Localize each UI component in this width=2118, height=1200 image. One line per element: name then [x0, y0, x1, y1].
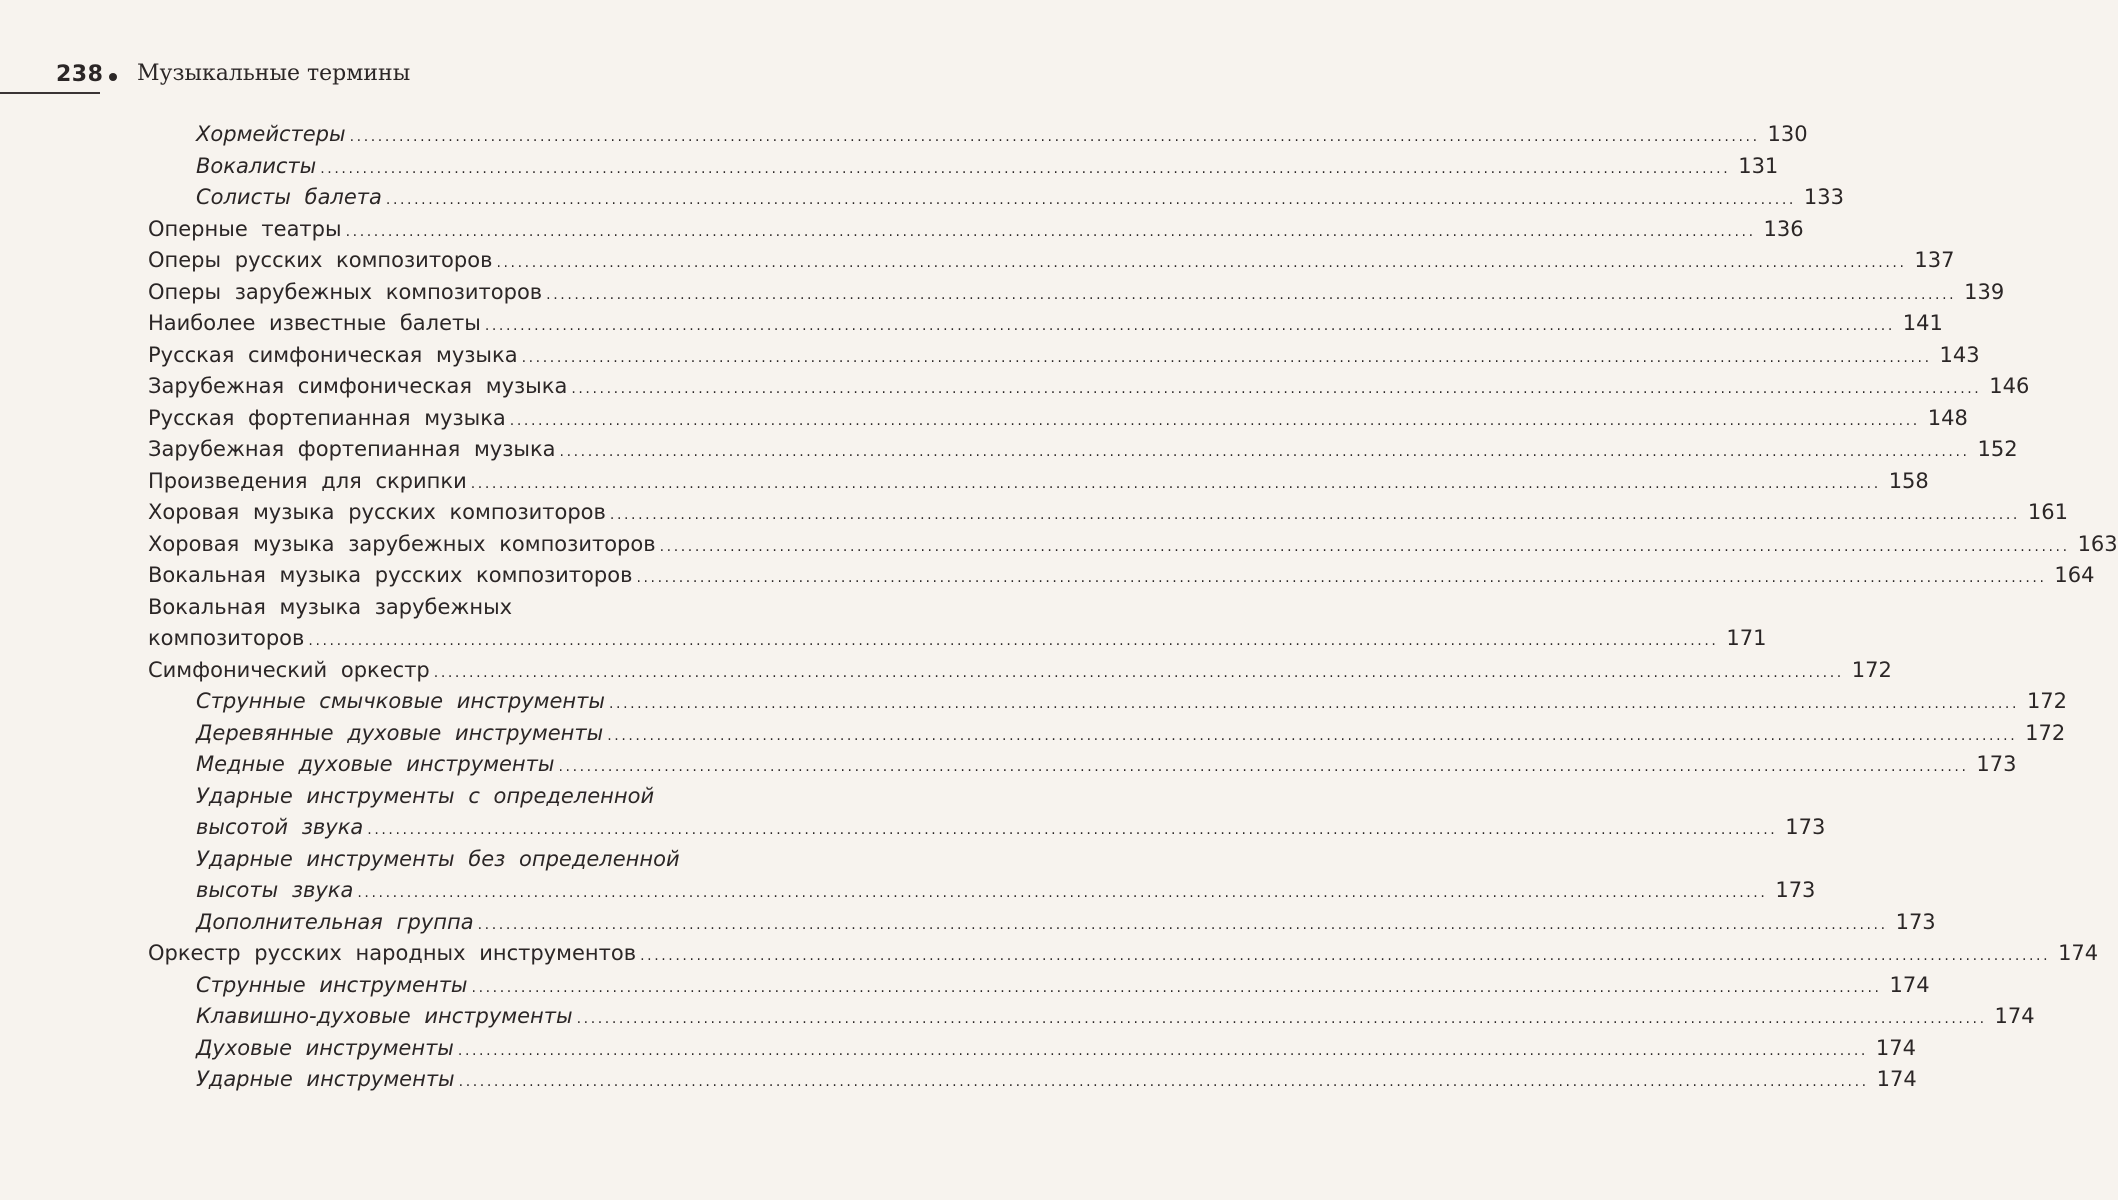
toc-entry-title: Вокальная музыка русских композиторов [148, 563, 633, 587]
toc-page-number: 133 [1803, 185, 1844, 209]
running-header [0, 62, 600, 102]
toc-entry [148, 405, 1968, 436]
toc-page-number: 161 [2027, 500, 2068, 524]
toc-entry [148, 311, 1943, 341]
toc-page-number: 172 [1851, 657, 1892, 682]
toc-page-number: 143 [1939, 342, 1980, 367]
toc-entry [196, 909, 1936, 940]
dot-leader: ........................................................................................................................................................................................................ [496, 255, 1907, 271]
toc-entry-title: Вокалисты [196, 153, 317, 178]
toc-entry-title: Струнные смычковые инструменты [196, 689, 605, 713]
section-title: Музыкальные термины [137, 61, 411, 86]
toc-entry-title: Оперные театры [148, 216, 342, 241]
bullet-separator [109, 73, 117, 81]
toc-entry-title: Зарубежная симфоническая музыка [148, 374, 568, 398]
toc-entry-line [148, 595, 868, 625]
dot-leader: ........................................................................................................................................................................................................ [571, 381, 1982, 397]
toc-entry-title: Оперы зарубежных композиторов [148, 279, 543, 304]
toc-entry [196, 752, 2017, 782]
toc-entry-title: Хоровая музыка зарубежных композиторов [148, 531, 656, 556]
toc-entry-title: Оперы русских композиторов [148, 248, 493, 272]
dot-leader: ........................................................................................................................................................................................................ [609, 507, 2020, 523]
dot-leader: ........................................................................................................................................................................................................ [470, 475, 1881, 492]
toc-entry-line [196, 815, 1826, 845]
dot-leader: ........................................................................................................................................................................................................ [509, 412, 1920, 429]
toc-page-number: 164 [2054, 563, 2095, 587]
dot-leader: ........................................................................................................................................................................................................ [320, 160, 1731, 177]
header-rule [0, 92, 100, 94]
toc-entry [196, 1004, 2035, 1034]
page-number: 238 [56, 62, 104, 87]
toc-page-number: 172 [2026, 689, 2068, 713]
toc-page-number: 146 [1989, 374, 2030, 398]
toc-entry [148, 216, 1804, 247]
toc-page-number: 171 [1726, 626, 1767, 650]
dot-leader: ........................................................................................................................................................................................................ [521, 349, 1932, 366]
toc-page-number: 130 [1767, 122, 1808, 146]
toc-entry-title: Клавишно-духовые инструменты [196, 1004, 573, 1028]
toc-entry-title: Хоровая музыка русских композиторов [148, 500, 606, 524]
dot-leader: ........................................................................................................................................................................................................ [458, 1074, 1869, 1090]
dot-leader: ........................................................................................................................................................................................................ [357, 885, 1768, 901]
toc-page-number: 139 [1964, 279, 2005, 304]
toc-entry-title: Ударные инструменты без определенной [196, 846, 680, 871]
toc-entry [196, 972, 1930, 1003]
toc-entry [148, 374, 2030, 404]
toc-entry [148, 563, 2095, 593]
toc-entry-title: Вокальная музыка зарубежных [148, 594, 513, 619]
toc-page-number: 173 [1895, 909, 1936, 934]
toc-entry-title-continued: композиторов [148, 626, 305, 650]
dot-leader: ........................................................................................................................................................................................................ [608, 696, 2020, 712]
toc-entry [148, 941, 2099, 971]
toc-entry-title: Струнные инструменты [196, 972, 468, 997]
toc-entry-title: Ударные инструменты с определенной [196, 783, 655, 808]
dot-leader: ........................................................................................................................................................................................................ [659, 538, 2070, 555]
dot-leader: ........................................................................................................................................................................................................ [345, 223, 1756, 240]
toc-page-number: 152 [1977, 437, 2018, 461]
toc-page-number: 173 [1775, 878, 1816, 902]
dot-leader: ........................................................................................................................................................................................................ [636, 570, 2047, 586]
dot-leader: ........................................................................................................................................................................................................ [607, 727, 2018, 744]
dot-leader: ........................................................................................................................................................................................................ [367, 822, 1778, 838]
toc-entry-line [196, 878, 1816, 908]
toc-page-number: 163 [2077, 531, 2118, 556]
toc-entry-title-continued: высотой звука [196, 815, 364, 839]
toc-entry [148, 531, 2118, 562]
toc-entry [196, 720, 2066, 751]
toc-page-number: 136 [1763, 216, 1804, 241]
toc-entry [148, 437, 2018, 467]
dot-leader: ........................................................................................................................................................................................................ [546, 286, 1957, 303]
toc-entry [196, 153, 1779, 184]
toc-entry-title: Дополнительная группа [196, 909, 474, 934]
toc-page-number: 148 [1927, 405, 1968, 430]
toc-page-number: 174 [1994, 1004, 2035, 1028]
toc-entry [148, 468, 1929, 499]
toc-page-number: 173 [1785, 815, 1826, 839]
dot-leader: ........................................................................................................................................................................................................ [558, 759, 1969, 775]
toc-entry-line [196, 784, 868, 814]
toc-entry-title: Духовые инструменты [196, 1035, 454, 1060]
toc-page-number: 137 [1914, 248, 1955, 272]
toc-entry-line [196, 847, 868, 877]
toc-entry-title: Симфонический оркестр [148, 657, 430, 682]
toc-page-number: 141 [1902, 311, 1943, 335]
toc-entry-title: Деревянные духовые инструменты [196, 720, 604, 745]
toc-page-number: 172 [2025, 720, 2066, 745]
dot-leader: ........................................................................................................................................................................................................ [576, 1011, 1987, 1027]
toc-entry [148, 500, 2068, 530]
toc-page-number: 174 [1875, 1035, 1916, 1060]
dot-leader: ........................................................................................................................................................................................................ [385, 192, 1796, 208]
toc-entry [148, 279, 2005, 310]
toc-page-number: 131 [1738, 153, 1779, 178]
toc-entry [148, 657, 1892, 688]
toc-entry-title: Зарубежная фортепианная музыка [148, 437, 556, 461]
dot-leader: ........................................................................................................................................................................................................ [433, 664, 1844, 681]
toc-entry-title: Хормейстеры [196, 122, 346, 146]
toc-page-number: 174 [1889, 972, 1930, 997]
toc-entry-title: Произведения для скрипки [148, 468, 467, 493]
toc-entry-title: Солисты балета [196, 185, 382, 209]
dot-leader: ........................................................................................................................................................................................................ [349, 129, 1760, 145]
dot-leader: ........................................................................................................................................................................................................ [484, 318, 1895, 334]
dot-leader: ........................................................................................................................................................................................................ [308, 633, 1719, 649]
toc-entry-title: Русская фортепианная музыка [148, 405, 506, 430]
dot-leader: ........................................................................................................................................................................................................ [477, 916, 1888, 933]
toc-entry [148, 248, 1955, 278]
toc-entry [196, 185, 1844, 215]
toc-entry [196, 122, 1808, 152]
dot-leader: ........................................................................................................................................................................................................ [559, 444, 1970, 460]
toc-entry [196, 1067, 1917, 1097]
toc-page-number: 174 [2058, 941, 2099, 965]
dot-leader: ........................................................................................................................................................................................................ [457, 1042, 1868, 1059]
toc-entry-title: Медные духовые инструменты [196, 752, 555, 776]
dot-leader: ........................................................................................................................................................................................................ [640, 948, 2051, 964]
toc-page-number: 174 [1876, 1067, 1917, 1091]
toc-entry [148, 342, 1980, 373]
toc-entry-title-continued: высоты звука [196, 878, 354, 902]
toc-entry-title: Ударные инструменты [196, 1067, 455, 1091]
toc-entry [196, 1035, 1916, 1066]
toc-page-number: 158 [1888, 468, 1929, 493]
toc-entry-title: Русская симфоническая музыка [148, 342, 518, 367]
toc-entry-title: Оркестр русских народных инструментов [148, 941, 637, 965]
toc-entry-line [148, 626, 1767, 656]
dot-leader: ........................................................................................................................................................................................................ [471, 979, 1882, 996]
toc-entry [196, 689, 2068, 719]
toc-entry-title: Наиболее известные балеты [148, 311, 481, 335]
toc-page-number: 173 [1976, 752, 2017, 776]
